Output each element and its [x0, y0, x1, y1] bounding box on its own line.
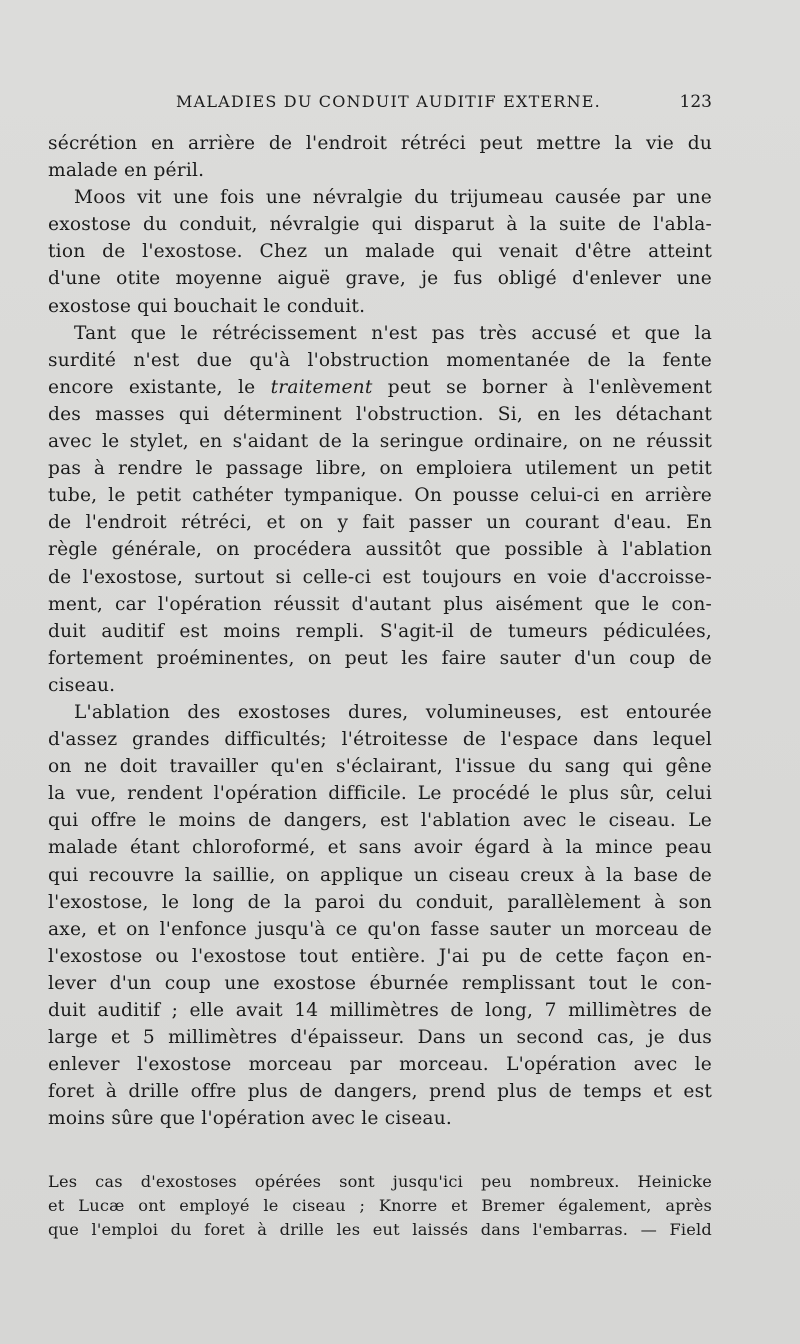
- page-number: 123: [679, 92, 712, 112]
- text-line: des masses qui déterminent l'obstruction. Si, en les détachant: [48, 403, 712, 425]
- text-line: [48, 374, 712, 401]
- text-line: tion de l'exostose. Chez un malade qui venait d'être atteint: [48, 241, 712, 263]
- text-line: avec le stylet, en s'aidant de la seringue ordinaire, on ne réussit: [48, 431, 712, 453]
- text-line: tube, le petit cathéter tympanique. On pousse celui-ci en arrière: [48, 485, 712, 507]
- text-line: d'assez grandes difficultés; l'étroitesse de l'espace dans lequel: [48, 729, 712, 751]
- text-line: duit auditif ; elle avait 14 millimètres de long, 7 millimètres de: [48, 1000, 712, 1021]
- text-line: de l'exostose, surtout si celle-ci est toujours en voie d'accroisse-: [48, 566, 712, 588]
- text-line: d'une otite moyenne aiguë grave, je fus obligé d'enlever une: [48, 268, 712, 290]
- text-line: on ne doit travailler qu'en s'éclairant, l'issue du sang qui gêne: [48, 756, 712, 778]
- text-line: de l'endroit rétréci, et on y fait passer un courant d'eau. En: [48, 512, 712, 534]
- text-line: enlever l'exostose morceau par morceau. L'opération avec le: [48, 1054, 712, 1076]
- text-line: Tant que le rétrécissement n'est pas très accusé et que la: [74, 322, 712, 344]
- text-line: surdité n'est due qu'à l'obstruction momentanée de la fente: [48, 349, 712, 371]
- main-text: [48, 130, 712, 1132]
- text-line: malade étant chloroformé, et sans avoir égard à la mince peau: [48, 837, 712, 859]
- italic-term: traitement: [270, 376, 373, 398]
- text-line: Moos vit une fois une névralgie du trijumeau causée par une: [74, 187, 712, 209]
- text-segment: peut se borner à l'enlèvement: [372, 376, 713, 398]
- text-line: moins sûre que l'opération avec le ciseau.: [48, 1108, 452, 1130]
- text-line: lever d'un coup une exostose éburnée remplissant tout le con-: [48, 972, 712, 994]
- text-line: foret à drille offre plus de dangers, prend plus de temps et est: [48, 1081, 712, 1103]
- text-line: L'ablation des exostoses dures, volumineuses, est entourée: [74, 701, 712, 723]
- text-line: malade en péril.: [48, 160, 205, 182]
- running-title: MALADIES DU CONDUIT AUDITIF EXTERNE.: [176, 92, 601, 111]
- text-line: et Lucæ ont employé le ciseau ; Knorre et Bremer également, après: [48, 1196, 712, 1215]
- text-line: Les cas d'exostoses opérées sont jusqu'ici peu nombreux. Heinicke: [48, 1172, 712, 1191]
- page-header: [48, 92, 712, 118]
- footnote: [48, 1170, 712, 1242]
- text-line: large et 5 millimètres d'épaisseur. Dans un second cas, je dus: [48, 1027, 712, 1049]
- text-line: duit auditif est moins rempli. S'agit-il de tumeurs pédiculées,: [48, 620, 712, 642]
- text-line: fortement proéminentes, on peut les faire sauter d'un coup de: [48, 647, 712, 669]
- text-line: pas à rendre le passage libre, on emploiera utilement un petit: [48, 458, 712, 480]
- text-line: exostose qui bouchait le conduit.: [48, 295, 366, 317]
- text-line: exostose du conduit, névralgie qui disparut à la suite de l'abla-: [48, 214, 712, 236]
- text-line: qui recouvre la saillie, on applique un ciseau creux à la base de: [48, 864, 712, 886]
- text-line: la vue, rendent l'opération difficile. Le procédé le plus sûr, celui: [48, 783, 712, 805]
- text-line: qui offre le moins de dangers, est l'ablation avec le ciseau. Le: [48, 810, 712, 832]
- text-line: sécrétion en arrière de l'endroit rétréci peut mettre la vie du: [48, 133, 712, 154]
- text-segment: encore existante, le: [48, 376, 271, 398]
- text-line: ciseau.: [48, 674, 116, 696]
- text-line: que l'emploi du foret à drille les eut laissés dans l'embarras. — Field: [48, 1220, 712, 1239]
- text-line: axe, et on l'enfonce jusqu'à ce qu'on fasse sauter un morceau de: [48, 918, 712, 940]
- text-line: ment, car l'opération réussit d'autant plus aisément que le con-: [48, 593, 712, 615]
- text-line: règle générale, on procédera aussitôt que possible à l'ablation: [48, 539, 712, 561]
- text-line: l'exostose, le long de la paroi du conduit, parallèlement à son: [48, 891, 712, 913]
- text-line: l'exostose ou l'exostose tout entière. J'ai pu de cette façon en-: [48, 945, 712, 967]
